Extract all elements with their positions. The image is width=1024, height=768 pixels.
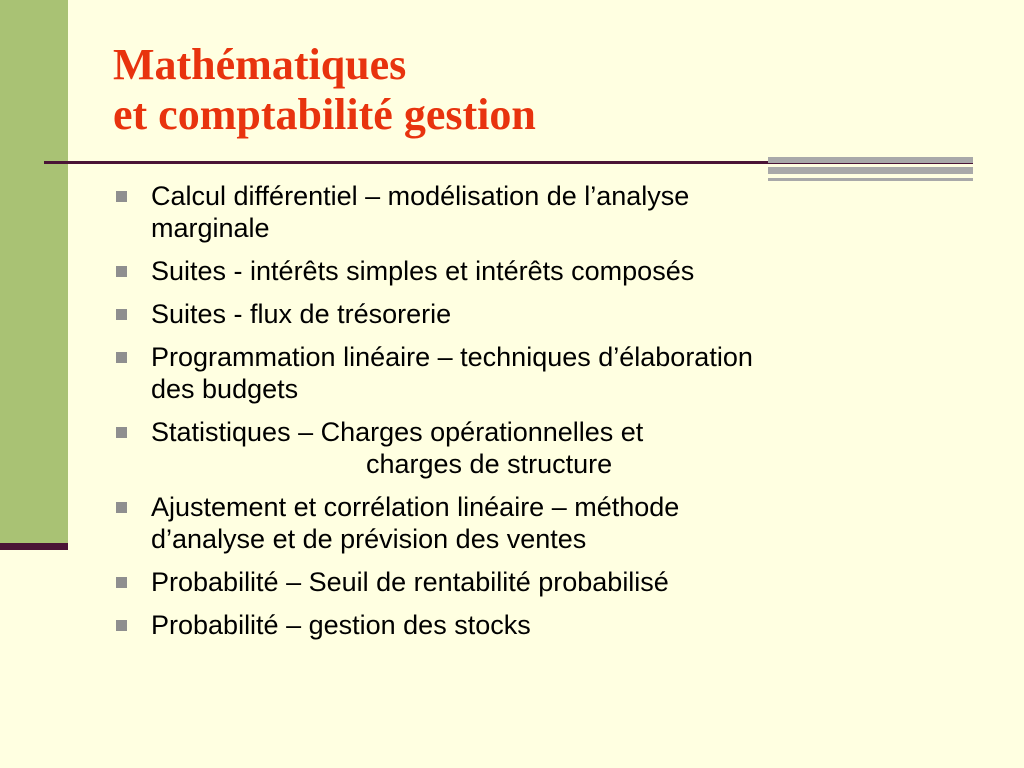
slide-title: [113, 40, 536, 140]
bullet-item: [110, 341, 990, 405]
bullet-item: [110, 416, 990, 480]
left-accent-band: [0, 0, 68, 543]
slide-title-line-1: Mathématiques: [113, 40, 407, 89]
square-bullet-icon: [116, 502, 127, 513]
bullet-text-line: Probabilité – Seuil de rentabilité probabilisé: [151, 567, 669, 597]
bullet-text-line: charges de structure: [366, 449, 613, 479]
square-bullet-icon: [116, 427, 127, 438]
bullet-text-line: marginale: [151, 213, 270, 243]
bullet-text-line: Suites - intérêts simples et intérêts composés: [151, 256, 695, 286]
bullet-item: [110, 180, 990, 244]
square-bullet-icon: [116, 620, 127, 631]
bullet-list: [110, 180, 990, 652]
bullet-text-line: Suites - flux de trésorerie: [151, 299, 452, 329]
square-bullet-icon: [116, 266, 127, 277]
bullet-text-line: Ajustement et corrélation linéaire – méthode: [151, 492, 680, 522]
bullet-item: [110, 566, 990, 598]
left-accent-rule: [0, 543, 68, 550]
square-bullet-icon: [116, 191, 127, 202]
title-divider-gray-bar-1: [768, 157, 973, 163]
title-divider-gray-bar-2: [768, 167, 973, 174]
bullet-text-line: Programmation linéaire – techniques d’élaboration: [151, 342, 753, 372]
square-bullet-icon: [116, 309, 127, 320]
square-bullet-icon: [116, 577, 127, 588]
bullet-text-line: Probabilité – gestion des stocks: [151, 610, 531, 640]
square-bullet-icon: [116, 352, 127, 363]
bullet-text-line: Calcul différentiel – modélisation de l’analyse: [151, 181, 690, 211]
bullet-text-line: d’analyse et de prévision des ventes: [151, 524, 587, 554]
slide-title-line-2: et comptabilité gestion: [113, 90, 536, 139]
bullet-item: [110, 491, 990, 555]
bullet-item: [110, 255, 990, 287]
bullet-text-line: des budgets: [151, 374, 299, 404]
bullet-text-line: Statistiques – Charges opérationnelles et: [151, 417, 644, 447]
bullet-item: [110, 609, 990, 641]
bullet-item: [110, 298, 990, 330]
